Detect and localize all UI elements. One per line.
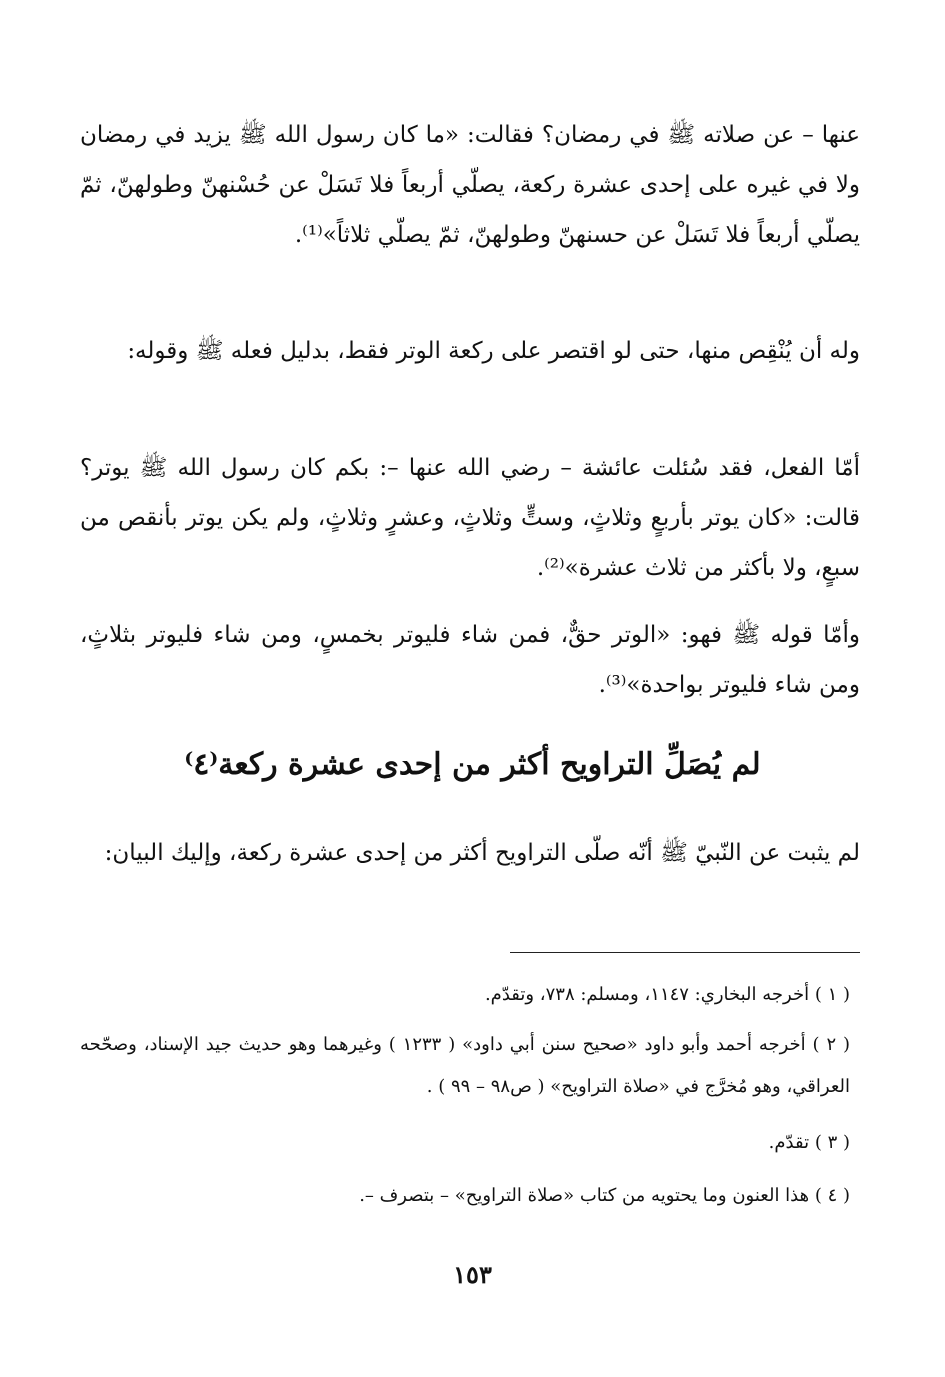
section-heading: لم يُصَلِّ التراويح أكثر من إحدى عشرة ركعة⁽٤⁾ bbox=[184, 747, 761, 782]
page-number: ١٥٣ bbox=[453, 1260, 492, 1289]
footnote-1: ( ١ ) أخرجه البخاري: ١١٤٧، ومسلم: ٧٣٨، وتقدّم. bbox=[484, 984, 850, 1005]
footnote-divider bbox=[510, 952, 860, 953]
body-paragraph-3: أمّا الفعل، فقد سُئلت عائشة – رضي الله عنها –: بكم كان رسول الله ﷺ يوتر؟ قالت: «كان يوتر بأربعٍ وثلاثٍ، وستٍّ وثلاثٍ، وعشرٍ وثلاثٍ، ولم يكن يوتر بأنقص من سبعٍ، ولا بأكثر من ثلاث عشرة»⁽²⁾. bbox=[80, 455, 860, 581]
footnote-3: ( ٣ ) تقدّم. bbox=[768, 1132, 850, 1153]
body-paragraph-5: لم يثبت عن النّبيّ ﷺ أنّه صلّى التراويح أكثر من إحدى عشرة ركعة، وإليك البيان: bbox=[104, 840, 860, 866]
body-paragraph-4: وأمّا قوله ﷺ فهو: «الوتر حقٌّ، فمن شاء فليوتر بخمسٍ، ومن شاء فليوتر بثلاثٍ، ومن شاء فليوتر بواحدة»⁽³⁾. bbox=[80, 622, 860, 698]
footnote-4: ( ٤ ) هذا العنون وما يحتويه من كتاب «صلاة التراويح» – بتصرف –. bbox=[359, 1185, 850, 1206]
body-paragraph-2: وله أن يُنْقِص منها، حتى لو اقتصر على ركعة الوتر فقط، بدليل فعله ﷺ وقوله: bbox=[127, 338, 860, 364]
footnote-2: ( ٢ ) أخرجه أحمد وأبو داود «صحيح سنن أبي داود» ( ١٢٣٣ ) وغيرهما وهو حديث جيد الإسناد، وصحّحه العراقي، وهو مُخرَّج في «صلاة التراويح» ( ص٩٨ – ٩٩ ) . bbox=[80, 1034, 851, 1097]
body-paragraph-1: عنها – عن صلاته ﷺ في رمضان؟ فقالت: «ما كان رسول الله ﷺ يزيد في رمضان ولا في غيره على إحدى عشرة ركعة، يصلّي أربعاً فلا تَسَلْ عن حُسْنهنّ وطولهنّ، ثمّ يصلّي أربعاً فلا تَسَلْ عن حسنهنّ وطولهنّ، ثمّ يصلّي ثلاثاً»⁽¹⁾. bbox=[80, 122, 860, 248]
